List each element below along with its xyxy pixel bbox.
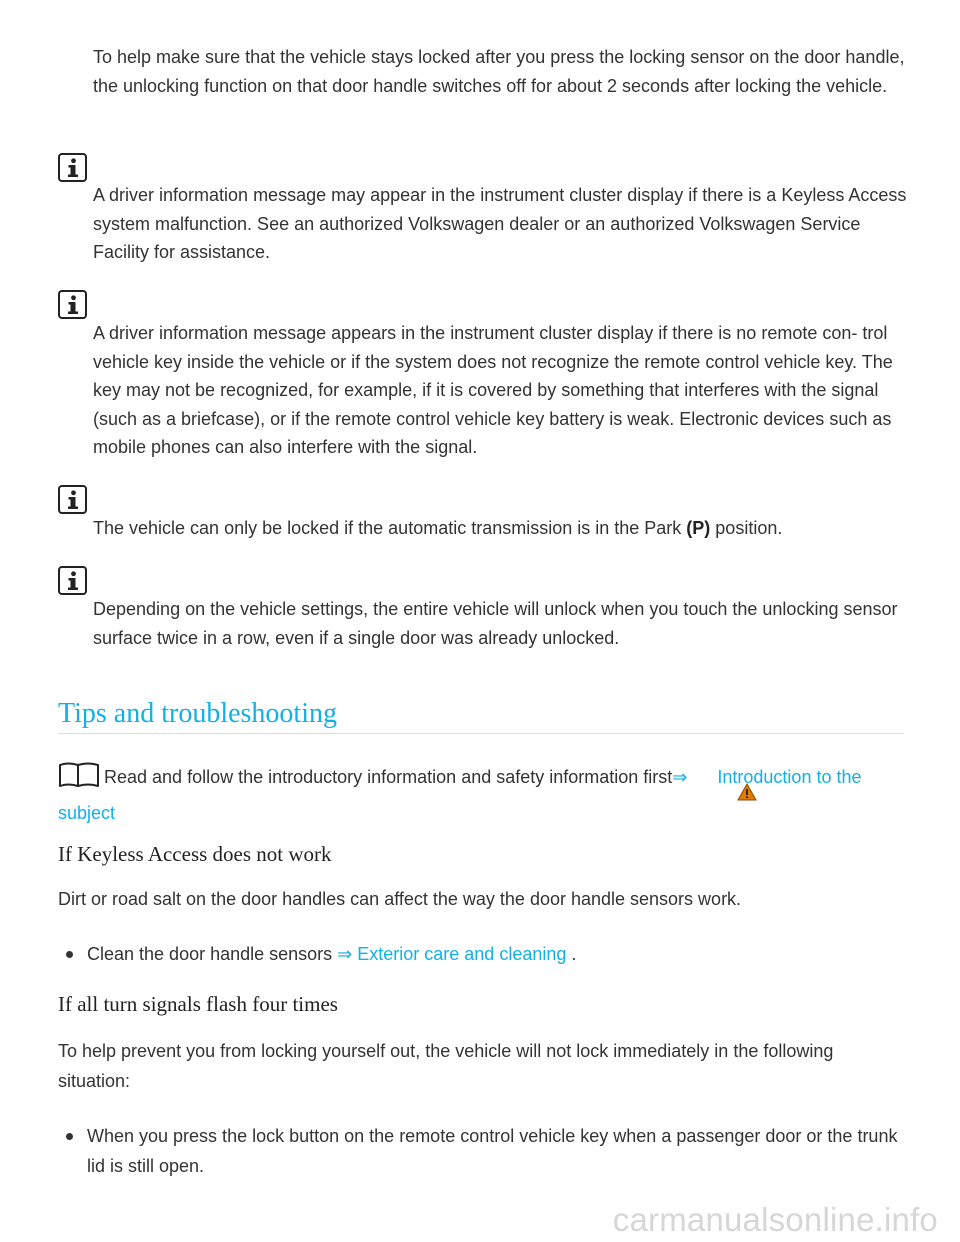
exterior-care-link[interactable]: ⇒ Exterior care and cleaning	[337, 944, 567, 964]
info-icon	[58, 153, 87, 182]
intro-text: Read and follow the introductory information and safety information first	[104, 767, 673, 787]
note-key-not-recognized	[93, 319, 913, 462]
intro-line	[58, 762, 904, 829]
note-unlock-twice	[93, 595, 913, 652]
bullet-dot	[66, 1133, 73, 1140]
note-keyless-malfunction	[93, 181, 913, 267]
info-icon	[58, 290, 87, 319]
list-item-text: Clean the door handle sensors	[87, 944, 338, 964]
list-item	[87, 940, 904, 969]
note-text: A driver information message may appear in the instrument cluster display if there is a Keyless Access system malfunction. See an authorized Volkswagen dealer or an authorized Volkswagen Service Facility for assistance.	[93, 185, 907, 262]
list-item: When you press the lock button on the remote control vehicle key when a passenger door or the trunk lid is still open.	[87, 1126, 898, 1176]
introduction-link[interactable]: Introduction to the subject	[58, 767, 862, 823]
info-icon	[58, 485, 87, 514]
intro-arrow[interactable]: ⇒	[672, 767, 688, 787]
note-park-position	[93, 514, 913, 543]
note-text-part: position.	[710, 518, 783, 538]
watermark: carmanualsonline.info	[612, 1201, 938, 1238]
warning-triangle-icon	[691, 780, 711, 798]
section-divider	[58, 733, 904, 734]
note-text	[93, 514, 913, 543]
note-text: Depending on the vehicle settings, the entire vehicle will unlock when you touch the unlocking sensor surface twice in a row, even if a single door was already unlocked.	[93, 599, 898, 648]
info-icon	[58, 566, 87, 595]
bullet-dot	[66, 951, 73, 958]
park-label: (P)	[686, 518, 711, 538]
list-item-text: .	[566, 944, 577, 964]
note-text-part: The vehicle can only be locked if the automatic transmission is in the Park	[93, 518, 687, 538]
keyless-heading: If Keyless Access does not work	[58, 842, 332, 866]
note-text: A driver information message appears in the instrument cluster display if there is no remote con- trol vehicle key inside the vehicle or if the system does not recognize the remote control vehicle key. The key may not be recognized, for example, if it is covered by something that interferes with the signal (such as a briefcase), or if the remote control vehicle key battery is weak. Electronic devices such as mobile phones can also interfere with the signal.	[93, 323, 893, 457]
note-text: To help make sure that the vehicle stays locked after you press the locking sensor on the door handle, the unlocking function on that door handle switches off for about 2 seconds after locking the vehicle.	[93, 47, 905, 96]
turn-signals-body: To help prevent you from locking yourself out, the vehicle will not lock immediately in the following situation:	[58, 1041, 834, 1091]
turn-signals-heading: If all turn signals flash four times	[58, 992, 338, 1016]
keyless-body: Dirt or road salt on the door handles can affect the way the door handle sensors work.	[58, 889, 742, 909]
intro-note	[93, 43, 913, 100]
section-title: Tips and troubleshooting	[58, 698, 337, 729]
